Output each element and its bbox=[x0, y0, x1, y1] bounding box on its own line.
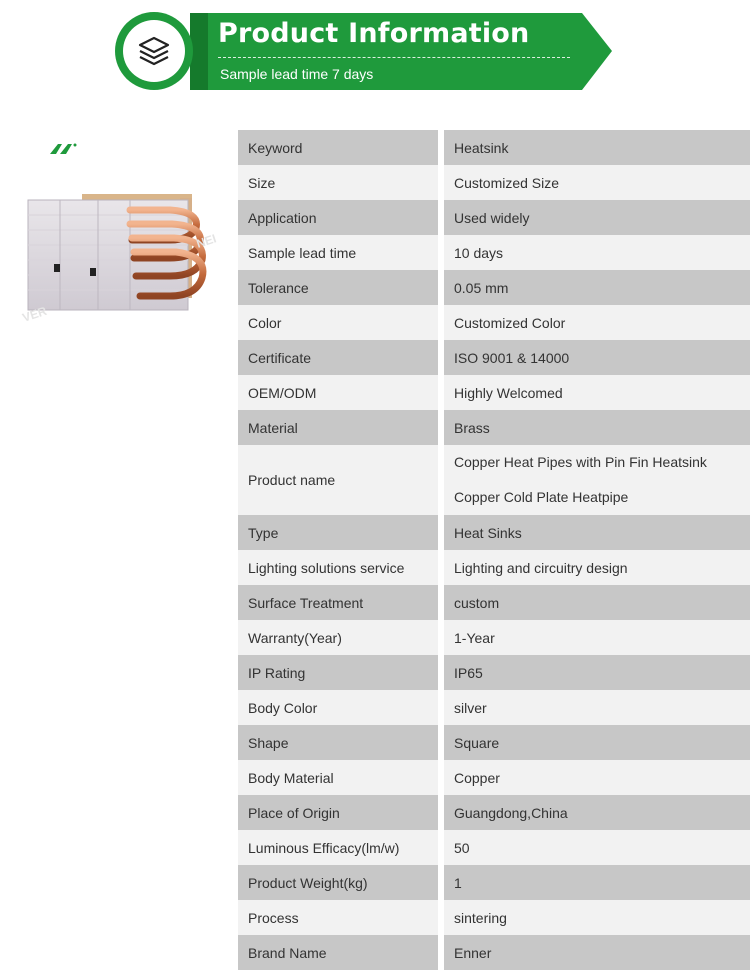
spec-value: custom bbox=[444, 585, 750, 620]
spec-value: Guangdong,China bbox=[444, 795, 750, 830]
table-row bbox=[238, 270, 750, 305]
svg-text:NEI: NEI bbox=[194, 231, 218, 251]
table-row bbox=[238, 235, 750, 270]
spec-key: Certificate bbox=[238, 340, 438, 375]
table-row bbox=[238, 690, 750, 725]
spec-value: Lighting and circuitry design bbox=[444, 550, 750, 585]
spec-key: Lighting solutions service bbox=[238, 550, 438, 585]
spec-key: Product name bbox=[238, 445, 438, 515]
table-row bbox=[238, 165, 750, 200]
spec-table bbox=[238, 130, 750, 970]
table-row bbox=[238, 830, 750, 865]
spec-key: Body Material bbox=[238, 760, 438, 795]
spec-key: Product Weight(kg) bbox=[238, 865, 438, 900]
table-row bbox=[238, 900, 750, 935]
spec-value: 50 bbox=[444, 830, 750, 865]
spec-key: Material bbox=[238, 410, 438, 445]
spec-key: Tolerance bbox=[238, 270, 438, 305]
spec-key: Luminous Efficacy(lm/w) bbox=[238, 830, 438, 865]
spec-value: Used widely bbox=[444, 200, 750, 235]
spec-key: Keyword bbox=[238, 130, 438, 165]
spec-value: 1 bbox=[444, 865, 750, 900]
table-row bbox=[238, 515, 750, 550]
spec-value: Brass bbox=[444, 410, 750, 445]
table-row bbox=[238, 585, 750, 620]
spec-key: Size bbox=[238, 165, 438, 200]
spec-value: sintering bbox=[444, 900, 750, 935]
spec-value: Copper bbox=[444, 760, 750, 795]
spec-value bbox=[444, 445, 750, 515]
product-information-banner bbox=[112, 10, 614, 92]
table-row bbox=[238, 550, 750, 585]
spec-value: Highly Welcomed bbox=[444, 375, 750, 410]
spec-key: Process bbox=[238, 900, 438, 935]
spec-key: Shape bbox=[238, 725, 438, 760]
table-row bbox=[238, 410, 750, 445]
table-row bbox=[238, 620, 750, 655]
spec-value: 0.05 mm bbox=[444, 270, 750, 305]
table-row bbox=[238, 865, 750, 900]
spec-key: IP Rating bbox=[238, 655, 438, 690]
spec-value: IP65 bbox=[444, 655, 750, 690]
table-row bbox=[238, 340, 750, 375]
spec-value: Customized Color bbox=[444, 305, 750, 340]
spec-value: Heatsink bbox=[444, 130, 750, 165]
spec-value: silver bbox=[444, 690, 750, 725]
banner-subtitle: Sample lead time 7 days bbox=[220, 66, 374, 82]
banner-divider bbox=[218, 57, 570, 58]
spec-key: Application bbox=[238, 200, 438, 235]
spec-key: Type bbox=[238, 515, 438, 550]
spec-key: Color bbox=[238, 305, 438, 340]
heatsink-image bbox=[20, 140, 220, 330]
table-row bbox=[238, 760, 750, 795]
spec-key: Brand Name bbox=[238, 935, 438, 970]
spec-value: Enner bbox=[444, 935, 750, 970]
spec-value-line: Copper Heat Pipes with Pin Fin Heatsink bbox=[454, 454, 707, 470]
table-row bbox=[238, 130, 750, 165]
spec-value: 10 days bbox=[444, 235, 750, 270]
banner-title: Product Information bbox=[218, 18, 530, 49]
product-image bbox=[20, 140, 220, 330]
table-row bbox=[238, 200, 750, 235]
table-row bbox=[238, 655, 750, 690]
layers-icon bbox=[122, 16, 192, 86]
table-row bbox=[238, 375, 750, 410]
table-row bbox=[238, 445, 750, 515]
spec-key: Sample lead time bbox=[238, 235, 438, 270]
spec-key: Surface Treatment bbox=[238, 585, 438, 620]
table-row bbox=[238, 935, 750, 970]
table-row bbox=[238, 725, 750, 760]
spec-value: Square bbox=[444, 725, 750, 760]
table-row bbox=[238, 305, 750, 340]
spec-value: ISO 9001 & 14000 bbox=[444, 340, 750, 375]
spec-value-line: Copper Cold Plate Heatpipe bbox=[454, 489, 629, 505]
spec-key: Body Color bbox=[238, 690, 438, 725]
spec-value: Customized Size bbox=[444, 165, 750, 200]
svg-text:VER: VER bbox=[20, 303, 49, 325]
spec-key: Place of Origin bbox=[238, 795, 438, 830]
spec-key: Warranty(Year) bbox=[238, 620, 438, 655]
brand-logo-icon bbox=[48, 140, 78, 158]
table-row bbox=[238, 795, 750, 830]
spec-key: OEM/ODM bbox=[238, 375, 438, 410]
spec-value: Heat Sinks bbox=[444, 515, 750, 550]
spec-value: 1-Year bbox=[444, 620, 750, 655]
